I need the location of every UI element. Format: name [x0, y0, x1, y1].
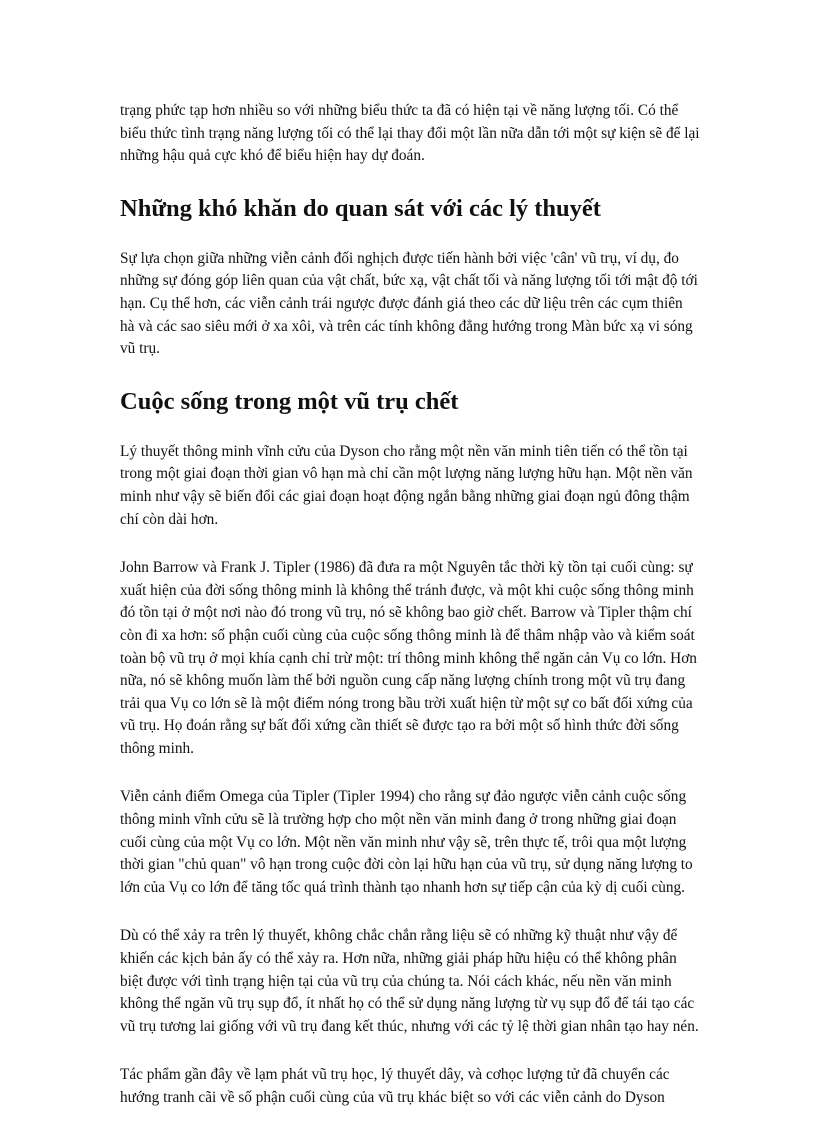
paragraph-dark-energy-continued: trạng phức tạp hơn nhiều so với những biểu thức ta đã có hiện tại về năng lượng tối. Có thể biểu thức tình trạng năng lượng tối có thể lại thay đổi một lần nữa dẫn tới một sự kiện sẽ để lại những hậu quả cực khó để biểu hiện hay dự đoán. [120, 102, 700, 165]
heading-observational-difficulties: Những khó khăn do quan sát với các lý thuyết [120, 194, 601, 222]
paragraph-theoretical-possibility: Dù có thể xảy ra trên lý thuyết, không chắc chắn rằng liệu sẽ có những kỹ thuật như vậy để khiến các kịch bản ấy có thể xảy ra. Hơn nữa, những giải pháp hữu hiệu có thể không phân biệt được với tình trạng hiện tại của vũ trụ của chúng ta. Nói cách khác, nếu nền văn minh không thể ngăn vũ trụ sụp đổ, ít nhất họ có thể sử dụng năng lượng từ vụ sụp đổ để tái tạo các vũ trụ tương lai giống với vũ trụ đang kết thúc, nhưng với các tỷ lệ thời gian nhân tạo hay nén. [120, 927, 699, 1035]
paragraph-weighing-universe: Sự lựa chọn giữa những viễn cảnh đối nghịch được tiến hành bởi việc 'cân' vũ trụ, ví dụ, đo những sự đóng góp liên quan của vật chất, bức xạ, vật chất tối và năng lượng tối tới mật độ tới hạn. Cụ thể hơn, các viễn cảnh trái ngược được đánh giá theo các dữ liệu trên các cụm thiên hà và các sao siêu mới ở xa xôi, và trên các tính không đẳng hướng trong Màn bức xạ vi sóng vũ trụ. [120, 249, 698, 358]
paragraph-recent-work: Tác phẩm gần đây về lạm phát vũ trụ học, lý thuyết dây, và cơhọc lượng tử đã chuyển các hướng tranh cãi về số phận cuối cùng của vũ trụ khác biệt so với các viễn cảnh do Dyson [120, 1066, 670, 1106]
paragraph-dyson-eternal-intelligence: Lý thuyết thông minh vĩnh cửu của Dyson cho rằng một nền văn minh tiên tiến có thể tồn tại trong một giai đoạn thời gian vô hạn mà chỉ cần một lượng năng lượng hữu hạn. Một nền văn minh như vậy sẽ biến đổi các giai đoạn hoạt động ngắn bằng những giai đoạn ngủ đông thậm chí còn dài hơn. [120, 442, 693, 528]
paragraph-omega-point: Viễn cảnh điểm Omega của Tipler (Tipler 1994) cho rằng sự đảo ngược viễn cảnh cuộc sống thông minh vĩnh cửu sẽ là trường hợp cho một nền văn minh đang ở trong những giai đoạn cuối cùng của một Vụ co lớn. Một nền văn minh như vậy sẽ, trên thực tế, trôi qua một lượng thời gian "chủ quan" vô hạn trong cuộc đời còn lại hữu hạn của vũ trụ, sử dụng năng lượng to lớn của Vụ co lớn để tăng tốc quá trình thành tạo nhanh hơn sự tiếp cận của kỳ dị cuối cùng. [120, 788, 693, 896]
paragraph-barrow-tipler: John Barrow và Frank J. Tipler (1986) đã đưa ra một Nguyên tắc thời kỳ tồn tại cuối cùng: sự xuất hiện của đời sống thông minh là không thể tránh được, và một khi cuộc sống thông minh đó tồn tại ở một nơi nào đó trong vũ trụ, nó sẽ không bao giờ chết. Barrow và Tipler thậm chí còn đi xa hơn: số phận cuối cùng của cuộc sống thông minh là để thâm nhập vào và kiểm soát toàn bộ vũ trụ ở mọi khía cạnh chỉ trừ một: trí thông minh không thể ngăn cản Vụ co lớn. Hơn nữa, nó sẽ không muốn làm thế bởi nguồn cung cấp năng lượng chính trong một vũ trụ đang trải qua Vụ co lớn sẽ là một điểm nóng trong bầu trời xuất hiện từ một sự co bất đối xứng của vũ trụ. Họ đoán rằng sự bất đối xứng cần thiết sẽ được tạo ra bởi một số hình thức đời sống thông minh. [120, 559, 697, 757]
document-page [120, 100, 700, 1136]
heading-life-in-dead-universe: Cuộc sống trong một vũ trụ chết [120, 387, 459, 415]
